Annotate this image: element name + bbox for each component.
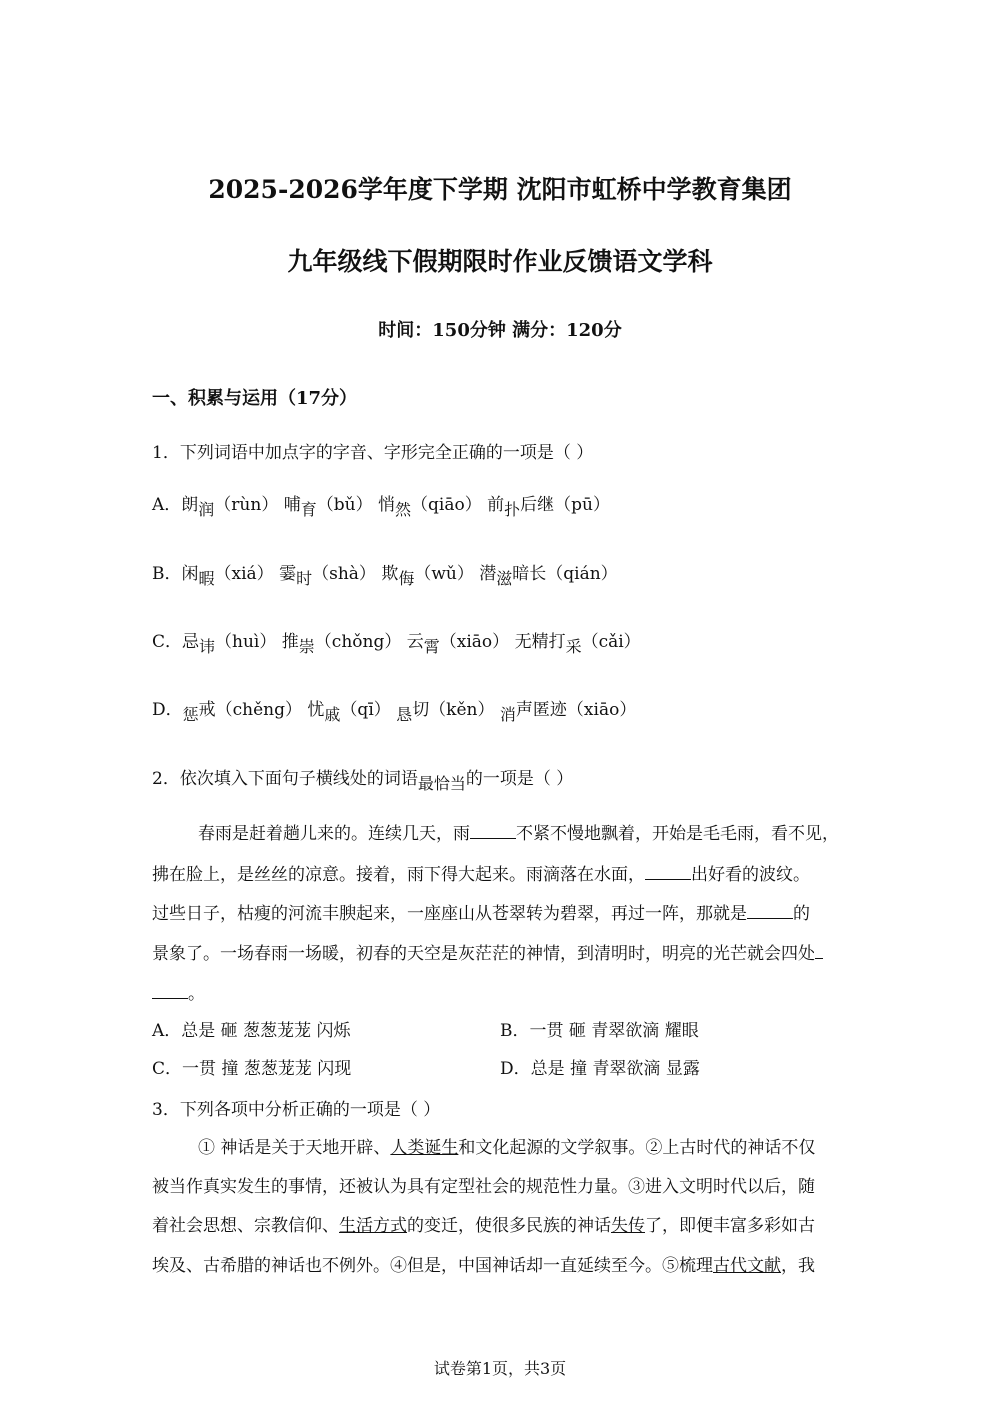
dotted-char: 暇 [198,569,215,588]
dotted-char: 讳 [199,637,216,656]
question-1-stem: 1．下列词语中加点字的字音、字形完全正确的一项是（ ） [152,443,594,463]
question-2-stem: 2．依次填入下面句子横线处的词语最恰当的一项是（ ） [152,769,574,793]
page-footer: 试卷第1页，共3页 [433,1359,567,1378]
dotted-phrase: 最恰当 [417,774,466,793]
dotted-char: 滋 [496,569,513,588]
dotted-char: 采 [565,637,582,656]
exam-title-line1: 2025-2026学年度下学期 沈阳市虹桥中学教育集团 [208,175,792,204]
question-3-stem: 3．下列各项中分析正确的一项是（ ） [152,1100,441,1120]
underlined-term: 人类诞生 [390,1138,459,1158]
question-2-choice-b: B．一贯 砸 青翠欲滴 耀眼 [500,1021,699,1041]
fill-blank [645,863,691,880]
question-2-passage-line: 拂在脸上，是丝丝的凉意。接着，雨下得大起来。雨滴落在水面， 出好看的波纹。 [152,865,810,885]
exam-time-score: 时间：150分钟 满分：120分 [378,320,622,341]
fill-blank [152,982,188,999]
dotted-char: 恳 [396,705,413,724]
fill-blank [470,822,516,839]
dotted-char: 戚 [324,705,341,724]
dotted-char: 消 [499,705,516,724]
dotted-char: 然 [395,500,412,519]
dotted-char: 育 [300,500,317,519]
underlined-term: 失传 [611,1216,645,1236]
question-1-option-b: B．闲暇（xiá） 霎时（shà） 欺侮（wǔ） 潜滋暗长（qián） [152,564,618,588]
question-1-option-c: C．忌讳（huì） 推崇（chǒng） 云霄（xiāo） 无精打采（cǎi） [152,632,641,656]
dotted-char: 扑 [504,500,521,519]
question-2-choice-d: D．总是 撞 青翠欲滴 显露 [500,1059,700,1079]
question-3-passage-line: ① 神话是关于天地开辟、人类诞生和文化起源的文学叙事。②上古时代的神话不仅 [198,1138,816,1158]
question-3-passage-line: 被当作真实发生的事情，还被认为具有定型社会的规范性力量。③进入文明时代以后，随 [152,1177,815,1197]
underlined-term: 生活方式 [339,1216,407,1236]
dotted-char: 时 [296,569,313,588]
question-2-choice-c: C．一贯 撞 葱葱茏茏 闪现 [152,1059,352,1079]
question-3-passage-line: 埃及、古希腊的神话也不例外。④但是，中国神话却一直延续至今。⑤梳理古代文献，我 [152,1256,815,1276]
section-heading: 一、积累与运用（17分） [152,388,358,409]
question-2-passage-line: 过些日子，枯瘦的河流丰腴起来，一座座山从苍翠转为碧翠，再过一阵，那就是 的 [152,904,810,924]
question-2-passage-line: 景象了。一场春雨一场暖，初春的天空是灰茫茫的神情，到清明时，明亮的光芒就会四处 [152,939,823,964]
question-2-choice-a: A．总是 砸 葱葱茏茏 闪烁 [152,1021,351,1041]
fill-blank [747,902,793,919]
dotted-char: 惩 [182,705,199,724]
exam-title-line2: 九年级线下假期限时作业反馈语文学科 [287,247,713,276]
question-1-option-a: A．朗润（rùn） 哺育（bǔ） 悄然（qiāo） 前扑后继（pū） [152,495,610,519]
dotted-char: 霄 [423,637,440,656]
question-1-option-d: D．惩戒（chěng） 忧戚（qī） 恳切（kěn） 消声匿迹（xiāo） [152,700,637,724]
fill-blank [815,942,823,959]
dotted-char: 崇 [298,637,315,656]
question-3-passage-line: 着社会思想、宗教信仰、生活方式的变迁，使很多民族的神话失传了，即便丰富多彩如古 [152,1216,815,1236]
question-2-passage-line: 。 [152,979,205,1004]
dotted-char: 润 [198,500,215,519]
underlined-term: 古代文献 [713,1256,781,1276]
dotted-char: 侮 [398,569,415,588]
question-2-passage-line: 春雨是赶着趟儿来的。连续几天，雨 不紧不慢地飘着，开始是毛毛雨，看不见， [198,824,839,844]
